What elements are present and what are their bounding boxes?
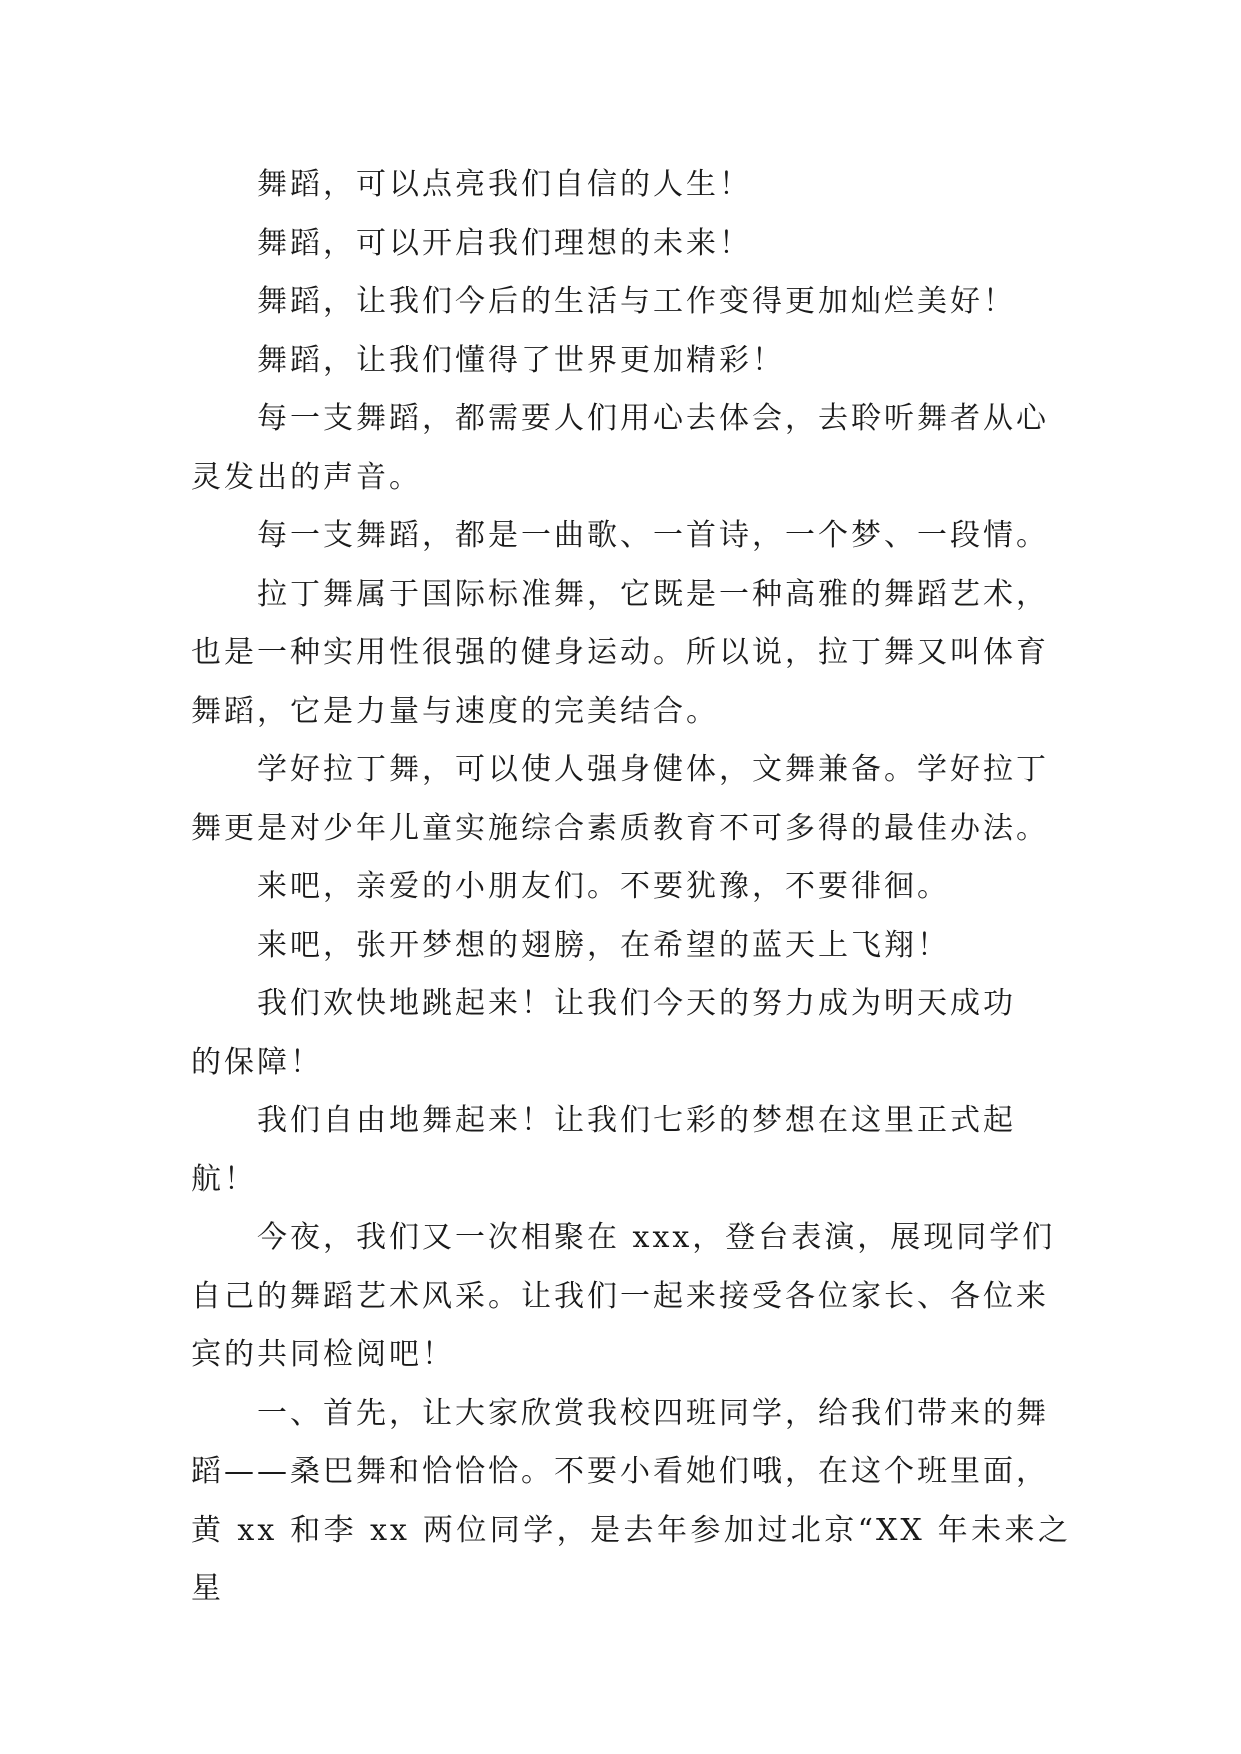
document-body — [191, 156, 1071, 1619]
paragraph: 舞蹈，可以开启我们理想的未来！ — [257, 225, 752, 261]
paragraph: 我们自由地舞起来！让我们七彩的梦想在这里正式起 航！ — [191, 1103, 1016, 1197]
paragraph: 每一支舞蹈，都需要人们用心去体会，去聆听舞者从心 灵发出的声音。 — [191, 401, 1049, 495]
paragraph: 拉丁舞属于国际标准舞，它既是一种高雅的舞蹈艺术， 也是一种实用性很强的健身运动。所以说，拉丁舞又叫体育 舞蹈，它是力量与速度的完美结合。 — [191, 576, 1049, 729]
paragraph: 每一支舞蹈，都是一曲歌、一首诗，一个梦、一段情。 — [257, 518, 1049, 553]
paragraph: 舞蹈，让我们懂得了世界更加精彩！ — [257, 342, 785, 378]
paragraph: 舞蹈，让我们今后的生活与工作变得更加灿烂美好！ — [257, 284, 1016, 319]
paragraph: 一、首先，让大家欣赏我校四班同学，给我们带来的舞 蹈——桑巴舞和恰恰恰。不要小看她们哦，在这个班里面， 黄 xx 和李 xx 两位同学，是去年参加过北京“XX 年未来之星 — [191, 1395, 1071, 1606]
paragraph: 来吧，张开梦想的翅膀，在希望的蓝天上飞翔！ — [257, 927, 950, 963]
paragraph: 今夜，我们又一次相聚在 xxx，登台表演，展现同学们 自己的舞蹈艺术风采。让我们一起来接受各位家长、各位来 宾的共同检阅吧！ — [191, 1220, 1056, 1372]
paragraph: 学好拉丁舞，可以使人强身健体，文舞兼备。学好拉丁 舞更是对少年儿童实施综合素质教育不可多得的最佳办法。 — [191, 752, 1049, 846]
paragraph: 舞蹈，可以点亮我们自信的人生！ — [257, 167, 752, 202]
paragraph: 来吧，亲爱的小朋友们。不要犹豫，不要徘徊。 — [257, 869, 950, 904]
paragraph: 我们欢快地跳起来！让我们今天的努力成为明天成功 的保障！ — [191, 986, 1016, 1080]
